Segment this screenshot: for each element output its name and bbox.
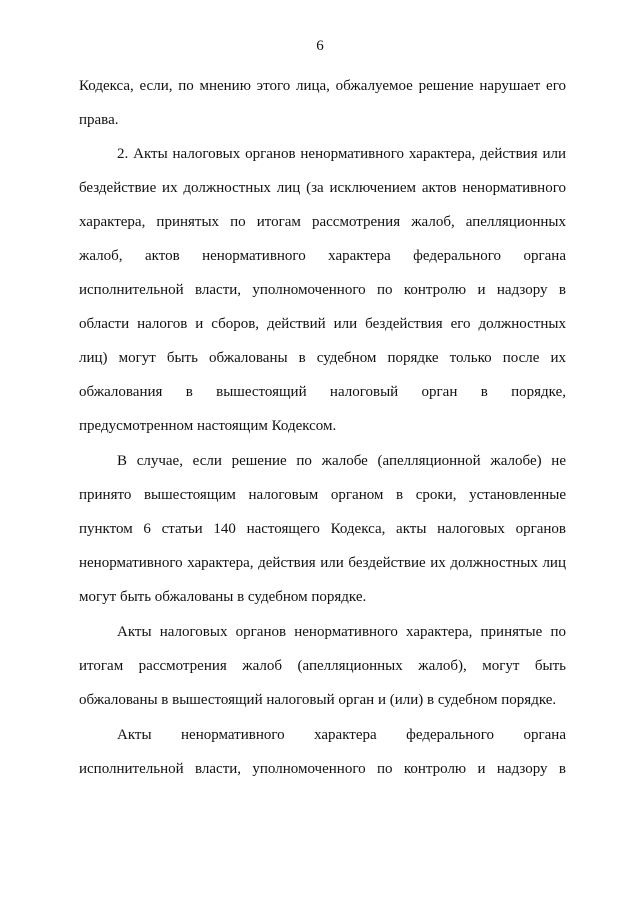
text-line: обжалования в вышестоящий налоговый орган в порядке,: [79, 384, 566, 400]
text-line: 2. Акты налоговых органов ненормативного характера, действия или: [117, 146, 566, 162]
text-line: В случае, если решение по жалобе (апелляционной жалобе) не: [117, 453, 566, 469]
text-line: области налогов и сборов, действий или бездействия его должностных: [79, 316, 566, 332]
text-line: Кодекса, если, по мнению этого лица, обжалуемое решение нарушает его: [79, 78, 566, 94]
page-number: 6: [316, 38, 324, 54]
text-line: исполнительной власти, уполномоченного по контролю и надзору в: [79, 282, 566, 298]
text-line: бездействие их должностных лиц (за исключением актов ненормативного: [79, 180, 566, 196]
text-line: Акты ненормативного характера федерального органа: [117, 727, 566, 743]
text-line: предусмотренном настоящим Кодексом.: [79, 418, 337, 434]
text-line: ненормативного характера, действия или бездействие их должностных лиц: [79, 555, 566, 571]
text-line: принято вышестоящим налоговым органом в сроки, установленные: [79, 487, 566, 503]
text-line: характера, принятых по итогам рассмотрения жалоб, апелляционных: [79, 214, 566, 230]
text-line: итогам рассмотрения жалоб (апелляционных жалоб), могут быть: [79, 658, 566, 674]
text-line: пунктом 6 статьи 140 настоящего Кодекса, акты налоговых органов: [79, 521, 566, 537]
text-line: могут быть обжалованы в судебном порядке.: [79, 589, 367, 605]
text-line: Акты налоговых органов ненормативного характера, принятые по: [117, 624, 566, 640]
text-line: жалоб, актов ненормативного характера федерального органа: [79, 248, 566, 264]
text-line: обжалованы в вышестоящий налоговый орган и (или) в судебном порядке.: [79, 692, 557, 708]
text-line: права.: [79, 112, 119, 128]
text-line: исполнительной власти, уполномоченного по контролю и надзору в: [79, 761, 566, 777]
text-line: лиц) могут быть обжалованы в судебном порядке только после их: [79, 350, 566, 366]
